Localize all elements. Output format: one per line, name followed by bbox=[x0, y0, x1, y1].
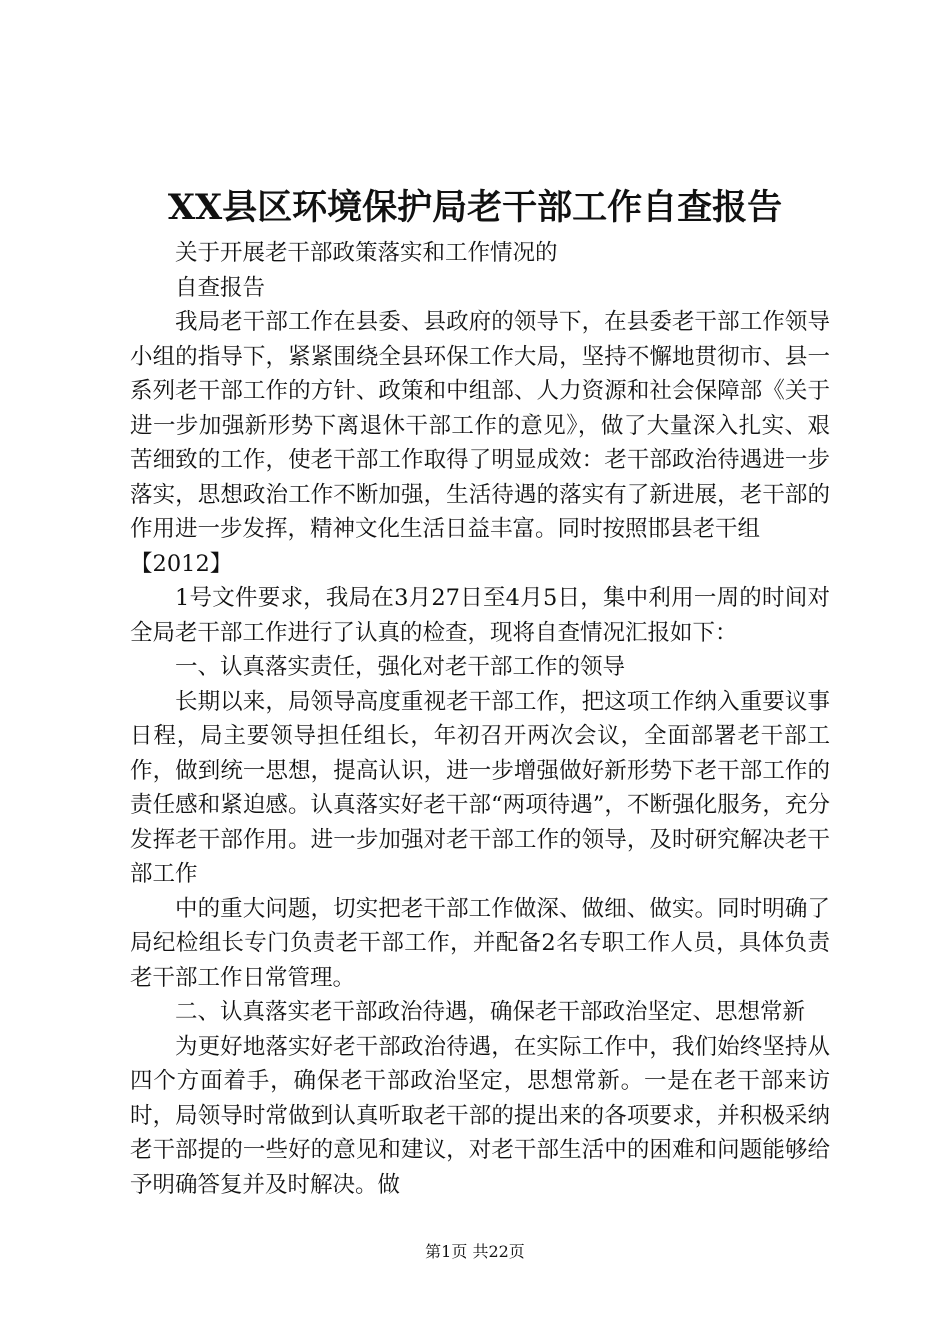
subtitle-line-2: 自查报告 bbox=[175, 274, 266, 301]
document-body bbox=[130, 236, 830, 1202]
paragraph-leadership: 长期以来，局领导高度重视老干部工作，把这项工作纳入重要议事日程，局主要领导担任组长，年初召开两次会议，全面部署老干部工作，做到统一思想，提高认识，进一步增强做好新形势下老干部工作的责任感和紧迫感。认真落实好老干部“两项待遇”，不断强化服务，充分发挥老干部作用。进一步加强对老干部工作的领导，及时研究解决老干部工作 bbox=[130, 688, 830, 887]
paragraph-major-issues: 中的重大问题，切实把老干部工作做深、做细、做实。同时明确了局纪检组长专门负责老干部工作，并配备2名专职工作人员，具体负责老干部工作日常管理。 bbox=[130, 895, 830, 991]
document-title: XX县区环境保护局老干部工作自查报告 bbox=[167, 187, 783, 228]
paragraph-doc-ref: 【2012】 bbox=[130, 550, 233, 577]
section-heading-1: 一、认真落实责任，强化对老干部工作的领导 bbox=[175, 654, 626, 680]
subtitle-line-1: 关于开展老干部政策落实和工作情况的 bbox=[175, 240, 558, 266]
paragraph-inspection: 1号文件要求，我局在3月27日至4月5日，集中利用一周的时间对全局老干部工作进行了认真的检查，现将自查情况汇报如下： bbox=[130, 585, 830, 646]
paragraph-political-treatment: 为更好地落实好老干部政治待遇，在实际工作中，我们始终坚持从四个方面着手，确保老干部政治坚定，思想常新。一是在老干部来访时，局领导时常做到认真听取老干部的提出来的各项要求，并积极采纳老干部提的一些好的意见和建议，对老干部生活中的困难和问题能够给予明确答复并及时解决。做 bbox=[130, 1033, 830, 1198]
page-number: 第1页 共22页 bbox=[425, 1242, 525, 1261]
paragraph-intro: 我局老干部工作在县委、县政府的领导下，在县委老干部工作领导小组的指导下，紧紧围绕全县环保工作大局，坚持不懈地贯彻市、县一系列老干部工作的方针、政策和中组部、人力资源和社会保障部《关于进一步加强新形势下离退休干部工作的意见》，做了大量深入扎实、艰苦细致的工作，使老干部工作取得了明显成效：老干部政治待遇进一步落实，思想政治工作不断加强，生活待遇的落实有了新进展，老干部的作用进一步发挥，精神文化生活日益丰富。同时按照邯县老干组 bbox=[130, 309, 830, 542]
section-heading-2: 二、认真落实老干部政治待遇，确保老干部政治坚定、思想常新 bbox=[175, 999, 806, 1025]
